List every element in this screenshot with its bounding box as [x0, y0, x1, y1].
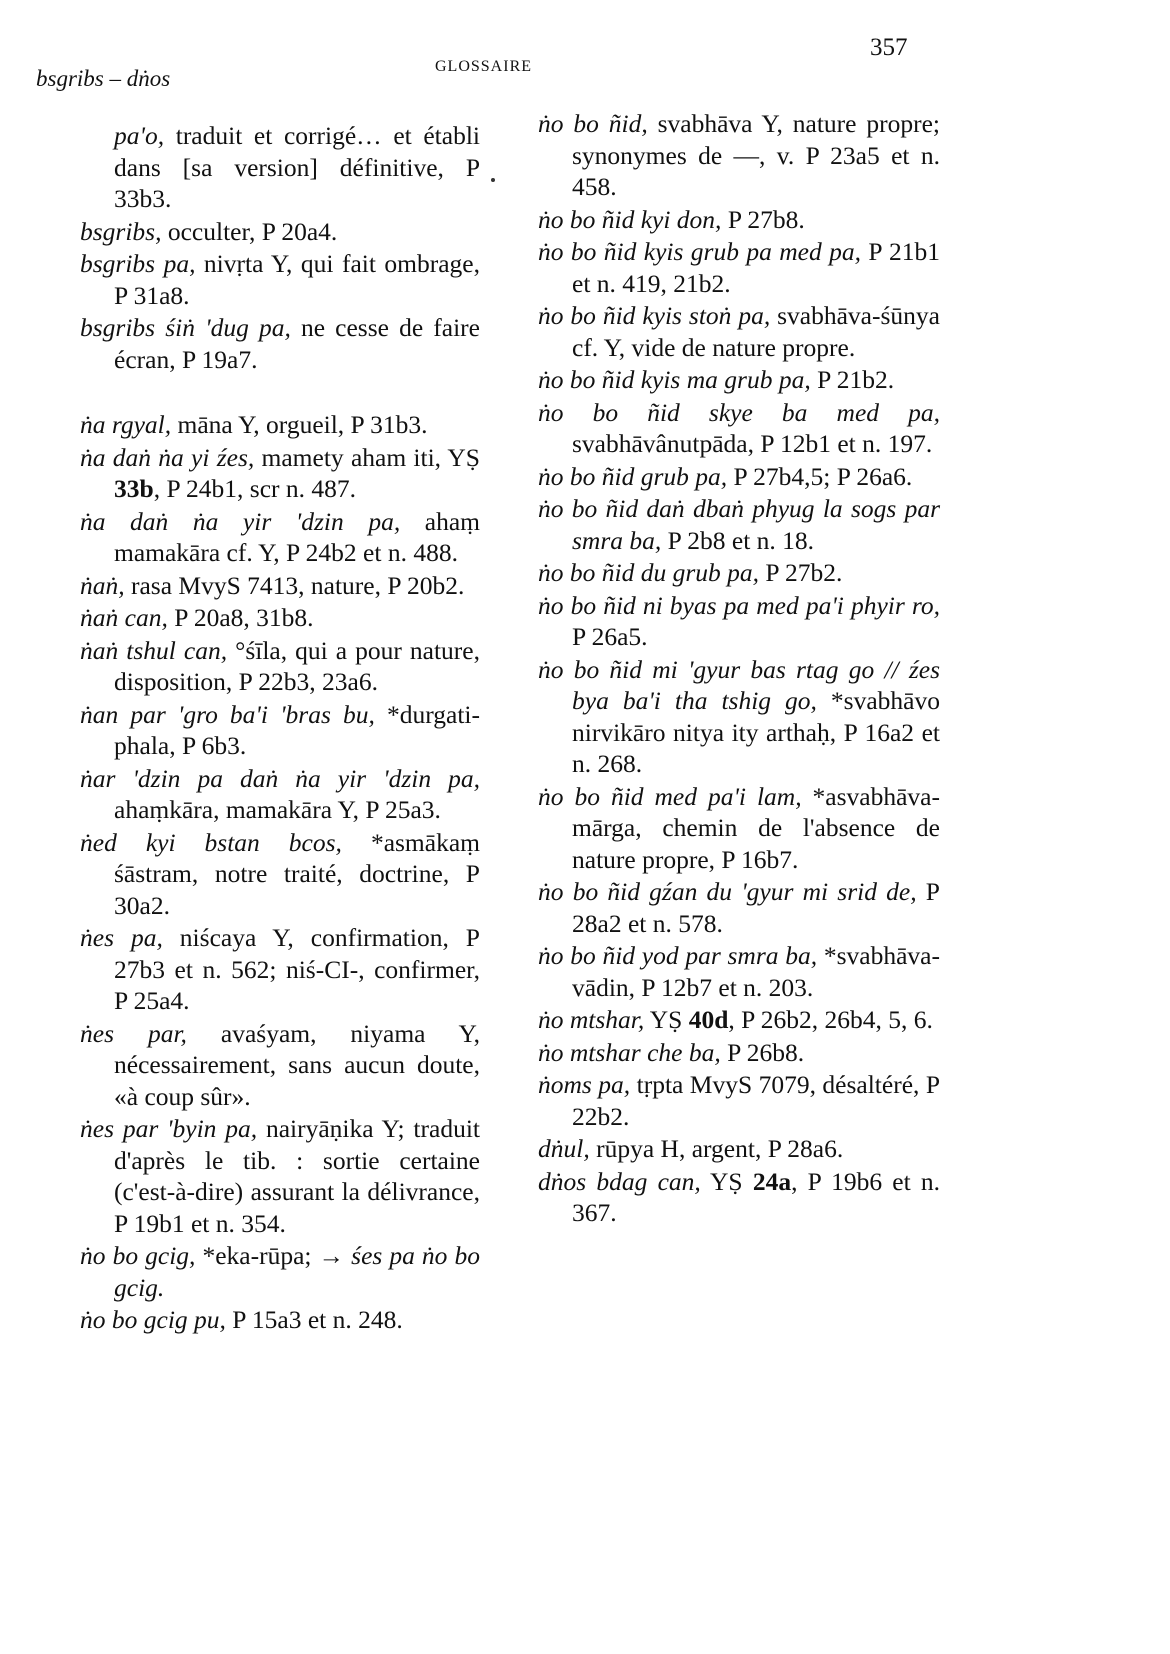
glossary-entry: [538, 204, 940, 236]
section-title: GLOSSAIRE: [435, 58, 533, 75]
entry-definition: P 27b4,5; P 26a6.: [727, 461, 913, 491]
entry-definition: , P 26b2, 26b4, 5, 6.: [728, 1005, 933, 1034]
glossary-entry: [538, 1133, 940, 1165]
entry-term: dṅul,: [538, 1134, 590, 1163]
glossary-entry: [80, 1240, 480, 1303]
entry-definition: YṢ: [700, 1166, 753, 1196]
entry-definition: P 15a3 et n. 248.: [225, 1305, 403, 1334]
glossary-entry: [538, 461, 940, 493]
entry-term: ṅo bo ñid kyis grub pa med pa,: [538, 237, 861, 266]
entry-definition: *eka-rūpa; →: [195, 1241, 352, 1270]
entry-definition: rūpya H, argent, P 28a6.: [589, 1134, 844, 1163]
entry-term: ṅo bo ñid,: [538, 109, 648, 138]
glossary-entry: [538, 876, 940, 939]
right-column: [538, 108, 940, 1230]
entry-definition: °śīla, qui a pour nature, disposition, P 22b3, 23a6.: [114, 635, 480, 696]
entry-definition: P 26a5.: [572, 622, 648, 651]
entry-term: ṅar 'dzin pa daṅ ṅa yir 'dzin pa,: [80, 763, 480, 793]
entry-definition: svabhāva-śūnya cf. Y, vide de nature propre.: [572, 301, 940, 362]
entry-definition: , P 19b6 et n. 367.: [572, 1166, 940, 1227]
entry-definition: ahaṃ mamakāra cf. Y, P 24b2 et n. 488.: [114, 506, 480, 567]
glossary-entry: [80, 1113, 480, 1239]
entry-definition: P 21b2.: [810, 365, 895, 394]
glossary-entry: [538, 654, 940, 780]
entry-definition: P 21b1 et n. 419, 21b2.: [572, 237, 940, 298]
entry-term: ṅo bo ñid med pa'i lam,: [538, 781, 802, 811]
entry-definition: māna Y, orgueil, P 31b3.: [171, 410, 428, 439]
glossary-entry: [80, 827, 480, 922]
entry-ref-bold: 33b: [114, 474, 154, 503]
stray-dot-mark: [491, 178, 495, 182]
entry-term: bsgribs pa,: [80, 249, 196, 278]
entry-ref-bold: 24a: [752, 1166, 792, 1196]
entry-term: ṅes par 'byin pa,: [80, 1114, 258, 1143]
entry-term: ṅo bo ñid kyi don,: [538, 204, 722, 234]
entry-term: ṅed kyi bstan bcos,: [80, 827, 342, 857]
glossary-entry: [538, 397, 940, 460]
glossary-entry: [80, 506, 480, 569]
entry-definition: *asvabhāva-mārga, chemin de l'absence de nature propre, P 16b7.: [572, 781, 940, 874]
entry-definition: nairyāṇika Y; traduit d'après le tib. : sortie certaine (c'est-à-dire) assurant la délivrance, P 19b1 et n. 354.: [114, 1114, 480, 1238]
entry-term: ṅo bo ñid ni byas pa med pa'i phyir ro,: [538, 590, 940, 620]
entry-term: bsgribs,: [80, 216, 162, 246]
entry-term: ṅo mtshar,: [538, 1005, 645, 1034]
glossary-entry: [538, 781, 940, 876]
entry-term: dṅos bdag can,: [538, 1166, 701, 1196]
entry-definition: *svabhāva-vādin, P 12b7 et n. 203.: [572, 941, 940, 1002]
glossary-entry: [538, 1004, 940, 1036]
entry-definition: , P 24b1, scr n. 487.: [153, 474, 357, 503]
glossary-entry: [80, 1304, 480, 1336]
entry-term: ṅa rgyal,: [80, 410, 172, 439]
entry-definition: *durgati-phala, P 6b3.: [114, 699, 480, 760]
glossary-entry: [538, 557, 940, 589]
entry-definition: svabhāva Y, nature propre; synonymes de —, v. P 23a5 et n. 458.: [572, 109, 940, 201]
glossary-entry: [538, 940, 940, 1003]
entry-term: ṅa daṅ ṅa yi źes,: [80, 442, 255, 472]
entry-definition: nivṛta Y, qui fait ombrage, P 31a8.: [114, 249, 480, 310]
glossary-entry: [538, 108, 940, 203]
glossary-entry: [80, 409, 480, 441]
entry-term: ṅoms pa,: [538, 1070, 631, 1099]
entry-definition: ahaṃkāra, mamakāra Y, P 25a3.: [114, 795, 441, 824]
glossary-entry: [538, 236, 940, 299]
entry-definition: P 27b2.: [759, 558, 843, 587]
glossary-entry: [80, 570, 480, 602]
running-head: bsgribs – dṅos: [36, 66, 171, 91]
entry-definition: P 2b8 et n. 18.: [661, 525, 815, 555]
entry-term: ṅaṅ can,: [80, 603, 168, 632]
glossary-entry: [538, 590, 940, 653]
entry-definition: traduit et corrigé… et établi dans [sa version] définitive, P 33b3.: [114, 121, 480, 213]
left-column: [80, 120, 480, 1337]
entry-term: ṅo bo gcig,: [80, 1241, 196, 1270]
glossary-entry: [538, 1037, 940, 1069]
entry-ref-bold: 40d: [688, 1005, 729, 1034]
entry-term: ṅo bo ñid daṅ dbaṅ phyug la sogs par smra ba,: [538, 494, 940, 555]
entry-term: ṅaṅ,: [80, 570, 125, 600]
glossary-entry: [538, 1069, 940, 1132]
entry-term: ṅo mtshar che ba,: [538, 1037, 721, 1067]
entry-definition: YṢ: [644, 1005, 689, 1034]
entry-term: ṅo bo ñid kyis ma grub pa,: [538, 365, 811, 394]
glossary-entry: [80, 248, 480, 311]
entry-definition: ne cesse de faire écran, P 19a7.: [114, 313, 480, 374]
entry-definition: P 26b8.: [720, 1037, 805, 1067]
entry-definition: P 20a8, 31b8.: [167, 603, 314, 632]
entry-term: ṅo bo ñid yod par smra ba,: [538, 941, 818, 970]
glossary-entry: [80, 699, 480, 762]
entry-definition: *svabhāvo nirvikāro nitya ity arthaḥ, P 16a2 et n. 268.: [572, 686, 940, 778]
glossary-entry: [80, 442, 480, 505]
glossary-entry: [80, 763, 480, 826]
entry-definition: niścaya Y, confirmation, P 27b3 et n. 562; niś-CI-, confirmer, P 25a4.: [114, 923, 480, 1015]
entry-term: ṅa daṅ ṅa yir 'dzin pa,: [80, 506, 401, 536]
entry-definition: tṛpta MvyS 7079, désaltéré, P 22b2.: [572, 1070, 941, 1131]
entry-definition: avaśyam, niyama Y, nécessairement, sans aucun doute, «à coup sûr».: [114, 1018, 480, 1111]
glossary-entry: [80, 922, 480, 1017]
entry-definition: rasa MvyS 7413, nature, P 20b2.: [124, 570, 465, 600]
entry-term: ṅo bo ñid kyis stoṅ pa,: [538, 301, 771, 330]
entry-term: ṅes pa,: [80, 923, 163, 952]
entry-definition: mamety aham iti, YṢ: [254, 442, 480, 472]
entry-definition: svabhāvânutpāda, P 12b1 et n. 197.: [572, 429, 933, 458]
glossary-entry: [80, 602, 480, 634]
entry-term: pa'o,: [114, 121, 165, 150]
entry-definition: occulter, P 20a4.: [161, 216, 338, 246]
entry-definition: P 27b8.: [721, 204, 805, 234]
entry-term: ṅo bo ñid skye ba med pa,: [538, 397, 940, 427]
entry-definition: *asmākaṃ śāstram, notre traité, doctrine, P 30a2.: [114, 827, 480, 920]
glossary-entry: [538, 300, 940, 363]
glossary-entry: [80, 635, 480, 698]
page-number: 357: [870, 34, 908, 61]
entry-term: ṅo bo gcig pu,: [80, 1305, 226, 1334]
entry-term: ṅan par 'gro ba'i 'bras bu,: [80, 699, 375, 729]
entry-term: ṅes par,: [80, 1018, 187, 1048]
glossary-entry: [80, 1018, 480, 1113]
glossary-entry: [538, 493, 940, 556]
glossary-entry: [80, 312, 480, 375]
entry-term: bsgribs śiṅ 'dug pa,: [80, 313, 291, 342]
entry-definition: P 28a2 et n. 578.: [572, 877, 940, 938]
glossary-entry: [80, 216, 480, 248]
entry-term: śes pa ṅo bo gcig.: [114, 1241, 480, 1302]
entry-term: ṅo bo ñid mi 'gyur bas rtag go // źes bya ba'i tha tshig go,: [538, 654, 940, 715]
glossary-entry: [538, 1166, 940, 1229]
entry-term: ṅaṅ tshul can,: [80, 635, 228, 665]
entry-term: ṅo bo ñid grub pa,: [538, 461, 728, 491]
entry-term: ṅo bo ñid du grub pa,: [538, 558, 760, 587]
glossary-entry: [538, 364, 940, 396]
glossary-entry: [80, 120, 480, 215]
entry-term: ṅo bo ñid gźan du 'gyur mi srid de,: [538, 877, 917, 906]
